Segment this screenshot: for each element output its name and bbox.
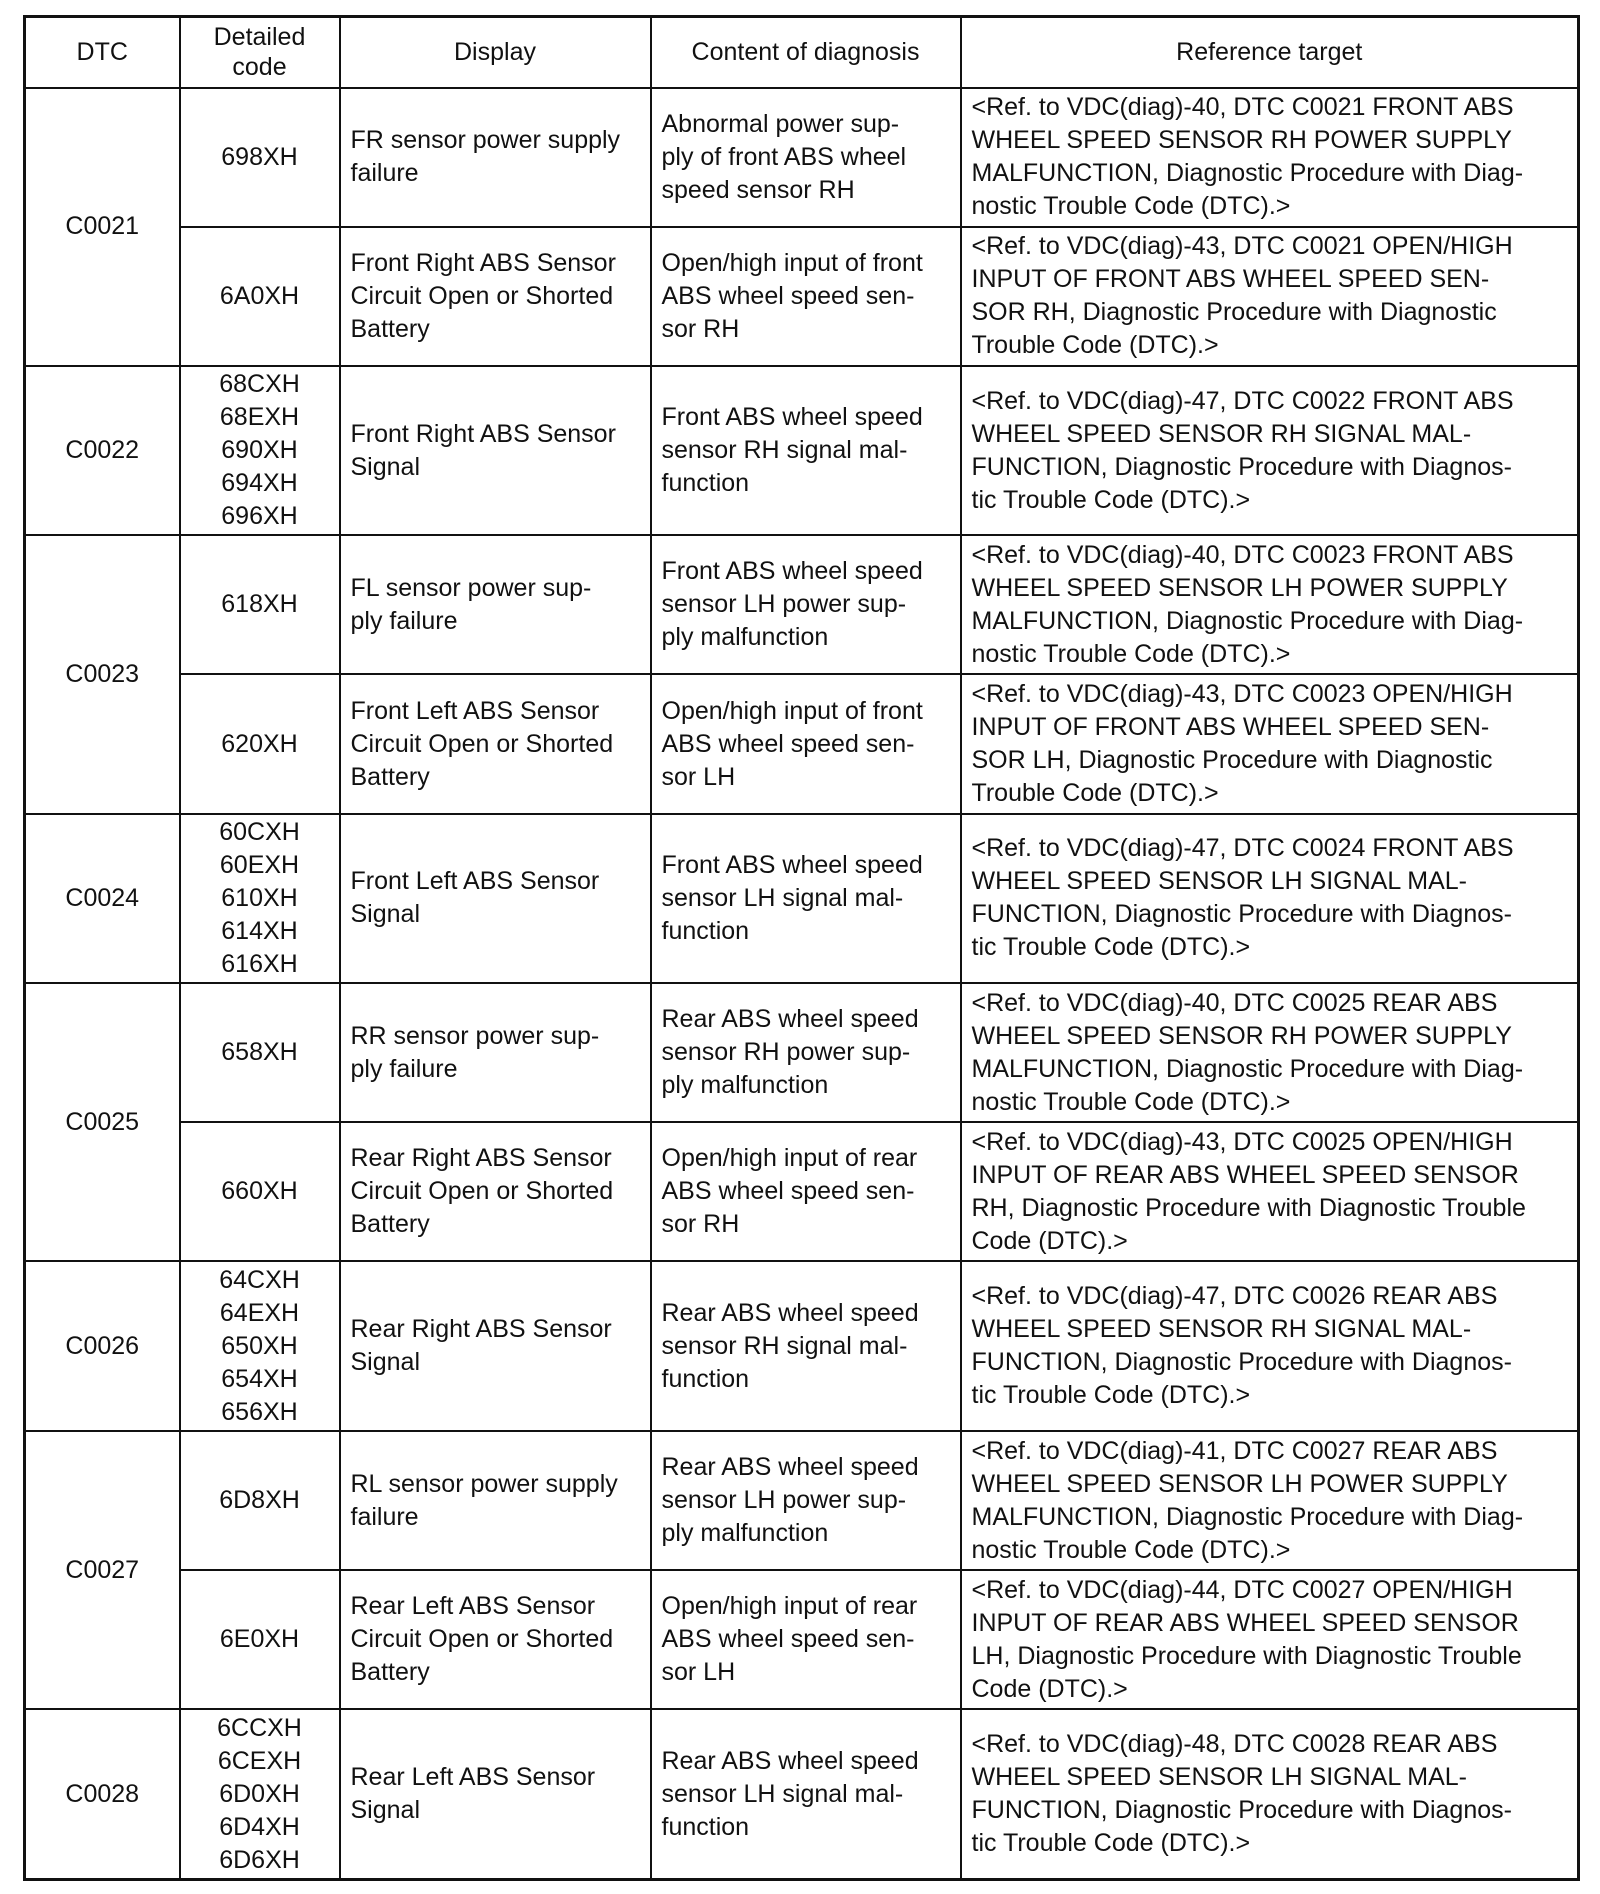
display-cell bbox=[340, 1431, 651, 1570]
detailed-code-cell-line: 64CXH bbox=[219, 1265, 300, 1294]
table-row bbox=[25, 1709, 1579, 1879]
display-cell-line: Battery bbox=[350, 314, 430, 343]
content-of-diagnosis-cell-line: sensor LH signal mal- bbox=[661, 1779, 904, 1808]
dtc-cell: C0024 bbox=[25, 814, 180, 984]
display-cell bbox=[340, 1709, 651, 1879]
table-row bbox=[25, 1431, 1579, 1570]
reference-target-cell-line: <Ref. to VDC(diag)-43, DTC C0023 OPEN/HIGH bbox=[971, 680, 1513, 709]
reference-target-cell-line: nostic Trouble Code (DTC).> bbox=[971, 639, 1291, 668]
content-of-diagnosis-cell bbox=[651, 1122, 961, 1261]
reference-target-cell-line: MALFUNCTION, Diagnostic Procedure with Diag- bbox=[971, 1502, 1524, 1531]
reference-target-cell bbox=[961, 674, 1579, 813]
detailed-code-cell-line: 6CEXH bbox=[217, 1746, 302, 1775]
display-cell-line: Rear Left ABS Sensor bbox=[350, 1763, 596, 1792]
display-cell-line: Rear Right ABS Sensor bbox=[350, 1144, 612, 1173]
reference-target-cell-line: nostic Trouble Code (DTC).> bbox=[971, 1087, 1291, 1116]
reference-target-cell-line: <Ref. to VDC(diag)-40, DTC C0023 FRONT ABS bbox=[971, 540, 1514, 569]
detailed-code-cell-line: 694XH bbox=[221, 469, 298, 498]
content-of-diagnosis-cell-line: Open/high input of rear bbox=[661, 1144, 918, 1173]
display-cell-line: Circuit Open or Shorted bbox=[350, 281, 614, 310]
detailed-code-cell-line: 60CXH bbox=[219, 817, 300, 846]
table-row bbox=[25, 535, 1579, 674]
reference-target-cell-line: LH, Diagnostic Procedure with Diagnostic Trouble bbox=[971, 1641, 1522, 1670]
display-cell-line: Battery bbox=[350, 1658, 430, 1687]
display-cell bbox=[340, 1261, 651, 1431]
dtc-table bbox=[23, 15, 1580, 1881]
display-cell-line: Signal bbox=[350, 900, 420, 929]
display-cell bbox=[340, 674, 651, 813]
content-of-diagnosis-cell bbox=[651, 88, 961, 227]
reference-target-cell-line: <Ref. to VDC(diag)-44, DTC C0027 OPEN/HIGH bbox=[971, 1575, 1513, 1604]
display-cell-line: Circuit Open or Shorted bbox=[350, 729, 614, 758]
reference-target-cell-line: <Ref. to VDC(diag)-43, DTC C0021 OPEN/HIGH bbox=[971, 232, 1513, 261]
reference-target-cell-line: tic Trouble Code (DTC).> bbox=[971, 485, 1251, 514]
content-of-diagnosis-cell-line: ply malfunction bbox=[661, 623, 829, 652]
display-cell-line: Signal bbox=[350, 1348, 420, 1377]
display-cell-line: Rear Left ABS Sensor bbox=[350, 1592, 596, 1621]
reference-target-cell-line: MALFUNCTION, Diagnostic Procedure with Diag- bbox=[971, 606, 1524, 635]
dtc-cell: C0021 bbox=[25, 88, 180, 366]
dtc-cell: C0025 bbox=[25, 983, 180, 1261]
reference-target-cell-line: <Ref. to VDC(diag)-40, DTC C0021 FRONT ABS bbox=[971, 93, 1514, 122]
display-cell bbox=[340, 227, 651, 366]
content-of-diagnosis-cell-line: sensor RH power sup- bbox=[661, 1038, 911, 1067]
dtc-cell: C0027 bbox=[25, 1431, 180, 1709]
reference-target-cell-line: MALFUNCTION, Diagnostic Procedure with Diag- bbox=[971, 159, 1524, 188]
detailed-code-cell-line: 64EXH bbox=[219, 1298, 300, 1327]
detailed-code-cell-line: 6E0XH bbox=[219, 1625, 300, 1654]
reference-target-cell bbox=[961, 1261, 1579, 1431]
table-row bbox=[25, 227, 1579, 366]
detailed-code-cell bbox=[180, 814, 340, 984]
content-of-diagnosis-cell-line: sor RH bbox=[661, 314, 740, 343]
content-of-diagnosis-cell-line: sensor LH signal mal- bbox=[661, 883, 904, 912]
content-of-diagnosis-cell-line: function bbox=[661, 1364, 750, 1393]
reference-target-cell-line: WHEEL SPEED SENSOR LH POWER SUPPLY bbox=[971, 573, 1508, 602]
content-of-diagnosis-cell-line: Abnormal power sup- bbox=[661, 109, 900, 138]
content-of-diagnosis-cell-line: ply malfunction bbox=[661, 1519, 829, 1548]
content-of-diagnosis-cell-line: Front ABS wheel speed bbox=[661, 557, 923, 586]
reference-target-cell-line: <Ref. to VDC(diag)-40, DTC C0025 REAR ABS bbox=[971, 988, 1498, 1017]
detailed-code-cell-line: 618XH bbox=[221, 590, 298, 619]
content-of-diagnosis-cell bbox=[651, 814, 961, 984]
table-row bbox=[25, 1261, 1579, 1431]
display-cell-line: ply failure bbox=[350, 606, 458, 635]
content-of-diagnosis-cell bbox=[651, 227, 961, 366]
detailed-code-cell bbox=[180, 227, 340, 366]
display-cell-line: Front Right ABS Sensor bbox=[350, 248, 616, 277]
header-dtc: DTC bbox=[25, 17, 180, 88]
reference-target-cell-line: WHEEL SPEED SENSOR LH SIGNAL MAL- bbox=[971, 867, 1467, 896]
detailed-code-cell bbox=[180, 1261, 340, 1431]
display-cell bbox=[340, 366, 651, 536]
table-row bbox=[25, 1570, 1579, 1709]
reference-target-cell-line: MALFUNCTION, Diagnostic Procedure with Diag- bbox=[971, 1054, 1524, 1083]
display-cell-line: Rear Right ABS Sensor bbox=[350, 1315, 612, 1344]
detailed-code-cell-line: 698XH bbox=[221, 142, 298, 171]
content-of-diagnosis-cell-line: Open/high input of front bbox=[661, 696, 923, 725]
table-row bbox=[25, 674, 1579, 813]
content-of-diagnosis-cell bbox=[651, 366, 961, 536]
content-of-diagnosis-cell-line: Rear ABS wheel speed bbox=[661, 1298, 919, 1327]
display-cell bbox=[340, 1570, 651, 1709]
reference-target-cell-line: INPUT OF REAR ABS WHEEL SPEED SENSOR bbox=[971, 1608, 1519, 1637]
content-of-diagnosis-cell-line: sensor RH signal mal- bbox=[661, 1331, 908, 1360]
reference-target-cell-line: <Ref. to VDC(diag)-41, DTC C0027 REAR ABS bbox=[971, 1436, 1498, 1465]
detailed-code-cell-line: 620XH bbox=[221, 729, 298, 758]
reference-target-cell bbox=[961, 1431, 1579, 1570]
reference-target-cell-line: Trouble Code (DTC).> bbox=[971, 331, 1219, 360]
content-of-diagnosis-cell-line: Rear ABS wheel speed bbox=[661, 1746, 919, 1775]
detailed-code-cell-line: 68EXH bbox=[219, 403, 300, 432]
header-reference-target: Reference target bbox=[961, 17, 1579, 88]
reference-target-cell bbox=[961, 88, 1579, 227]
detailed-code-cell-line: 616XH bbox=[221, 949, 298, 978]
display-cell-line: failure bbox=[350, 1502, 419, 1531]
header-content-of-diagnosis: Content of diagnosis bbox=[651, 17, 961, 88]
content-of-diagnosis-cell bbox=[651, 674, 961, 813]
dtc-cell: C0022 bbox=[25, 366, 180, 536]
content-of-diagnosis-cell-line: function bbox=[661, 916, 750, 945]
detailed-code-cell-line: 6CCXH bbox=[217, 1713, 302, 1742]
reference-target-cell-line: WHEEL SPEED SENSOR RH SIGNAL MAL- bbox=[971, 419, 1472, 448]
content-of-diagnosis-cell-line: function bbox=[661, 1812, 750, 1841]
display-cell bbox=[340, 1122, 651, 1261]
content-of-diagnosis-cell-line: speed sensor RH bbox=[661, 175, 855, 204]
reference-target-cell-line: FUNCTION, Diagnostic Procedure with Diagnos- bbox=[971, 900, 1512, 929]
content-of-diagnosis-cell-line: Front ABS wheel speed bbox=[661, 850, 923, 879]
header-detailed-code-line: Detailed bbox=[213, 23, 306, 52]
content-of-diagnosis-cell-line: sensor LH power sup- bbox=[661, 1486, 907, 1515]
reference-target-cell-line: <Ref. to VDC(diag)-47, DTC C0024 FRONT ABS bbox=[971, 834, 1514, 863]
content-of-diagnosis-cell-line: sor LH bbox=[661, 1658, 736, 1687]
detailed-code-cell-line: 614XH bbox=[221, 916, 298, 945]
header-detailed-code-line: code bbox=[232, 53, 287, 82]
header-detailed-code bbox=[180, 17, 340, 88]
display-cell-line: Front Left ABS Sensor bbox=[350, 696, 600, 725]
detailed-code-cell bbox=[180, 1431, 340, 1570]
content-of-diagnosis-cell-line: ply malfunction bbox=[661, 1071, 829, 1100]
detailed-code-cell-line: 6D8XH bbox=[219, 1486, 300, 1515]
display-cell-line: RL sensor power supply bbox=[350, 1469, 618, 1498]
display-cell-line: FR sensor power supply bbox=[350, 126, 621, 155]
detailed-code-cell-line: 656XH bbox=[221, 1397, 298, 1426]
reference-target-cell-line: INPUT OF FRONT ABS WHEEL SPEED SEN- bbox=[971, 713, 1490, 742]
reference-target-cell-line: RH, Diagnostic Procedure with Diagnostic Trouble bbox=[971, 1193, 1526, 1222]
reference-target-cell-line: <Ref. to VDC(diag)-43, DTC C0025 OPEN/HIGH bbox=[971, 1127, 1513, 1156]
display-cell-line: Circuit Open or Shorted bbox=[350, 1625, 614, 1654]
table-row bbox=[25, 88, 1579, 227]
reference-target-cell bbox=[961, 1122, 1579, 1261]
detailed-code-cell-line: 696XH bbox=[221, 502, 298, 531]
content-of-diagnosis-cell bbox=[651, 1709, 961, 1879]
reference-target-cell-line: <Ref. to VDC(diag)-47, DTC C0022 FRONT ABS bbox=[971, 386, 1514, 415]
reference-target-cell-line: WHEEL SPEED SENSOR RH POWER SUPPLY bbox=[971, 126, 1512, 155]
reference-target-cell-line: Code (DTC).> bbox=[971, 1674, 1128, 1703]
reference-target-cell-line: INPUT OF FRONT ABS WHEEL SPEED SEN- bbox=[971, 265, 1490, 294]
display-cell-line: Front Right ABS Sensor bbox=[350, 419, 616, 448]
detailed-code-cell-line: 654XH bbox=[221, 1364, 298, 1393]
reference-target-cell-line: WHEEL SPEED SENSOR RH POWER SUPPLY bbox=[971, 1021, 1512, 1050]
content-of-diagnosis-cell-line: sor RH bbox=[661, 1210, 740, 1239]
reference-target-cell-line: tic Trouble Code (DTC).> bbox=[971, 1381, 1251, 1410]
detailed-code-cell-line: 60EXH bbox=[219, 850, 300, 879]
detailed-code-cell bbox=[180, 1122, 340, 1261]
reference-target-cell-line: WHEEL SPEED SENSOR LH SIGNAL MAL- bbox=[971, 1763, 1467, 1792]
detailed-code-cell-line: 6D6XH bbox=[219, 1845, 300, 1874]
display-cell bbox=[340, 983, 651, 1122]
reference-target-cell bbox=[961, 814, 1579, 984]
reference-target-cell-line: FUNCTION, Diagnostic Procedure with Diagnos- bbox=[971, 1348, 1512, 1377]
detailed-code-cell-line: 6D4XH bbox=[219, 1812, 300, 1841]
detailed-code-cell-line: 690XH bbox=[221, 436, 298, 465]
reference-target-cell-line: tic Trouble Code (DTC).> bbox=[971, 1829, 1251, 1858]
detailed-code-cell bbox=[180, 1709, 340, 1879]
content-of-diagnosis-cell-line: ply of front ABS wheel bbox=[661, 142, 907, 171]
content-of-diagnosis-cell-line: ABS wheel speed sen- bbox=[661, 1177, 915, 1206]
reference-target-cell-line: INPUT OF REAR ABS WHEEL SPEED SENSOR bbox=[971, 1160, 1519, 1189]
detailed-code-cell-line: 660XH bbox=[221, 1177, 298, 1206]
display-cell bbox=[340, 814, 651, 984]
detailed-code-cell bbox=[180, 88, 340, 227]
content-of-diagnosis-cell-line: ABS wheel speed sen- bbox=[661, 729, 915, 758]
detailed-code-cell bbox=[180, 366, 340, 536]
display-cell-line: ply failure bbox=[350, 1054, 458, 1083]
reference-target-cell-line: tic Trouble Code (DTC).> bbox=[971, 933, 1251, 962]
display-cell-line: Battery bbox=[350, 1210, 430, 1239]
reference-target-cell bbox=[961, 227, 1579, 366]
reference-target-cell-line: WHEEL SPEED SENSOR RH SIGNAL MAL- bbox=[971, 1315, 1472, 1344]
detailed-code-cell-line: 610XH bbox=[221, 883, 298, 912]
content-of-diagnosis-cell bbox=[651, 535, 961, 674]
dtc-cell: C0023 bbox=[25, 535, 180, 813]
table-header bbox=[25, 17, 1579, 88]
detailed-code-cell-line: 6D0XH bbox=[219, 1779, 300, 1808]
table-body bbox=[25, 88, 1579, 1880]
reference-target-cell bbox=[961, 983, 1579, 1122]
display-cell-line: failure bbox=[350, 159, 419, 188]
table-row bbox=[25, 1122, 1579, 1261]
reference-target-cell bbox=[961, 366, 1579, 536]
header-row bbox=[25, 17, 1579, 88]
detailed-code-cell-line: 650XH bbox=[221, 1331, 298, 1360]
display-cell-line: Signal bbox=[350, 1796, 420, 1825]
reference-target-cell-line: FUNCTION, Diagnostic Procedure with Diagnos- bbox=[971, 452, 1512, 481]
detailed-code-cell-line: 68CXH bbox=[219, 370, 300, 399]
reference-target-cell-line: FUNCTION, Diagnostic Procedure with Diagnos- bbox=[971, 1796, 1512, 1825]
display-cell-line: Circuit Open or Shorted bbox=[350, 1177, 614, 1206]
content-of-diagnosis-cell-line: Front ABS wheel speed bbox=[661, 403, 923, 432]
detailed-code-cell bbox=[180, 535, 340, 674]
reference-target-cell bbox=[961, 1570, 1579, 1709]
header-display: Display bbox=[340, 17, 651, 88]
content-of-diagnosis-cell-line: Rear ABS wheel speed bbox=[661, 1453, 919, 1482]
content-of-diagnosis-cell-line: sor LH bbox=[661, 762, 736, 791]
content-of-diagnosis-cell-line: ABS wheel speed sen- bbox=[661, 281, 915, 310]
detailed-code-cell bbox=[180, 983, 340, 1122]
table-row bbox=[25, 814, 1579, 984]
reference-target-cell-line: SOR RH, Diagnostic Procedure with Diagnostic bbox=[971, 298, 1497, 327]
table-row bbox=[25, 983, 1579, 1122]
reference-target-cell-line: SOR LH, Diagnostic Procedure with Diagnostic bbox=[971, 746, 1493, 775]
display-cell-line: Battery bbox=[350, 762, 430, 791]
content-of-diagnosis-cell-line: ABS wheel speed sen- bbox=[661, 1625, 915, 1654]
detailed-code-cell-line: 658XH bbox=[221, 1038, 298, 1067]
reference-target-cell-line: Code (DTC).> bbox=[971, 1226, 1128, 1255]
display-cell bbox=[340, 535, 651, 674]
reference-target-cell-line: nostic Trouble Code (DTC).> bbox=[971, 192, 1291, 221]
content-of-diagnosis-cell bbox=[651, 983, 961, 1122]
display-cell-line: Signal bbox=[350, 452, 420, 481]
reference-target-cell-line: Trouble Code (DTC).> bbox=[971, 779, 1219, 808]
content-of-diagnosis-cell-line: Open/high input of rear bbox=[661, 1592, 918, 1621]
content-of-diagnosis-cell-line: Open/high input of front bbox=[661, 248, 923, 277]
detailed-code-cell bbox=[180, 674, 340, 813]
detailed-code-cell bbox=[180, 1570, 340, 1709]
content-of-diagnosis-cell-line: sensor LH power sup- bbox=[661, 590, 907, 619]
dtc-cell: C0026 bbox=[25, 1261, 180, 1431]
content-of-diagnosis-cell-line: sensor RH signal mal- bbox=[661, 436, 908, 465]
content-of-diagnosis-cell-line: Rear ABS wheel speed bbox=[661, 1005, 919, 1034]
content-of-diagnosis-cell bbox=[651, 1570, 961, 1709]
display-cell-line: RR sensor power sup- bbox=[350, 1021, 600, 1050]
display-cell-line: FL sensor power sup- bbox=[350, 573, 592, 602]
table-row bbox=[25, 366, 1579, 536]
content-of-diagnosis-cell-line: function bbox=[661, 469, 750, 498]
reference-target-cell bbox=[961, 535, 1579, 674]
reference-target-cell-line: nostic Trouble Code (DTC).> bbox=[971, 1535, 1291, 1564]
content-of-diagnosis-cell bbox=[651, 1261, 961, 1431]
content-of-diagnosis-cell bbox=[651, 1431, 961, 1570]
detailed-code-cell-line: 6A0XH bbox=[219, 281, 300, 310]
display-cell-line: Front Left ABS Sensor bbox=[350, 867, 600, 896]
display-cell bbox=[340, 88, 651, 227]
dtc-cell: C0028 bbox=[25, 1709, 180, 1879]
reference-target-cell bbox=[961, 1709, 1579, 1879]
reference-target-cell-line: <Ref. to VDC(diag)-48, DTC C0028 REAR ABS bbox=[971, 1730, 1498, 1759]
reference-target-cell-line: <Ref. to VDC(diag)-47, DTC C0026 REAR ABS bbox=[971, 1282, 1498, 1311]
reference-target-cell-line: WHEEL SPEED SENSOR LH POWER SUPPLY bbox=[971, 1469, 1508, 1498]
